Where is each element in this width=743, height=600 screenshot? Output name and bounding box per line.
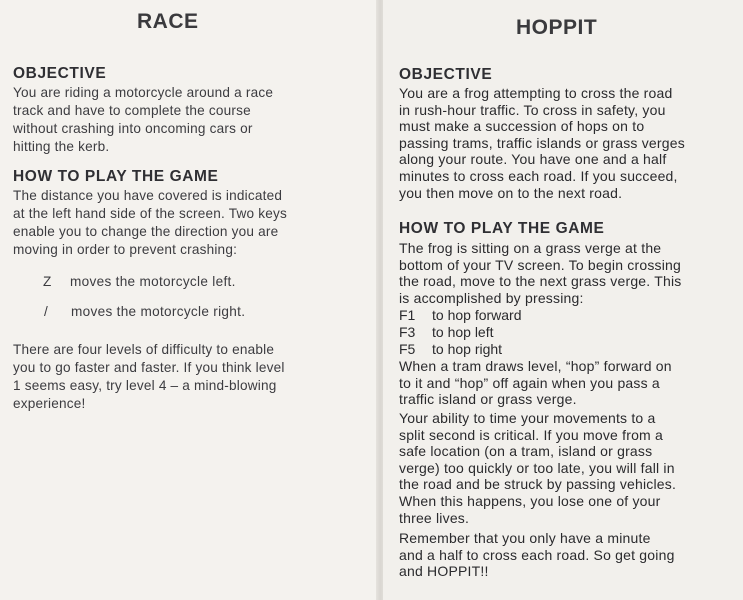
race-key-action: moves the motorcycle right. (71, 304, 246, 319)
hoppit-objective-heading: OBJECTIVE (399, 66, 493, 83)
hoppit-key-action: to hop forward (432, 307, 522, 323)
hoppit-key: F5 (399, 341, 416, 357)
hoppit-key-row-left (399, 324, 494, 340)
hoppit-timing-text: Your ability to time your movements to a split second is critical. If you move from a safe location (on a tram, island or grass verge) too quickly or too late, you will fall in the road and be struck by passing vehicles. When this happens, you lose one of your three lives. (399, 410, 677, 526)
race-key-row-right (44, 304, 245, 319)
hoppit-tram-text: When a tram draws level, “hop” forward on to it and “hop” off again when you pass a traffic island or grass verge. (399, 358, 672, 408)
hoppit-key-action: to hop right (432, 341, 503, 357)
race-key-row-left (43, 274, 236, 289)
hoppit-objective-text: You are a frog attempting to cross the road in rush-hour traffic. To cross in safety, you must make a succession of hops on to passing trams, traffic islands or grass verges along your route. You have one and a half minutes to cross each road. If you succeed, you then move on to the next road. (399, 85, 685, 201)
race-howto-text: The distance you have covered is indicated at the left hand side of the screen. Two keys enable you to change the direction you are moving in order to prevent crashing: (13, 188, 287, 257)
hoppit-title: HOPPIT (516, 16, 598, 39)
hoppit-key-action: to hop left (432, 324, 494, 340)
race-difficulty-text: There are four levels of difficulty to enable you to go faster and faster. If you think level 1 seems easy, try level 4 – a mind-blowing experience! (13, 342, 285, 411)
hoppit-remember-text: Remember that you only have a minute and a half to cross each road. So get going and HOPPIT!! (399, 530, 675, 580)
race-howto-heading: HOW TO PLAY THE GAME (13, 168, 219, 185)
hoppit-key-row-right (399, 341, 502, 357)
race-objective-text: You are riding a motorcycle around a race track and have to complete the course without crashing into oncoming cars or hitting the kerb. (13, 85, 274, 154)
hoppit-howto-heading: HOW TO PLAY THE GAME (399, 220, 605, 237)
hoppit-howto-text: The frog is sitting on a grass verge at the bottom of your TV screen. To begin crossing the road, move to the next grass verge. This is accomplished by pressing: (399, 240, 682, 306)
hoppit-key: F1 (399, 307, 416, 323)
race-key: / (44, 304, 49, 319)
hoppit-key: F3 (399, 324, 416, 340)
race-title: RACE (137, 10, 199, 33)
race-objective-heading: OBJECTIVE (13, 65, 107, 82)
race-key-action: moves the motorcycle left. (70, 274, 236, 289)
hoppit-key-row-forward (399, 307, 522, 323)
hoppit-page (383, 0, 743, 600)
race-key: Z (43, 274, 52, 289)
